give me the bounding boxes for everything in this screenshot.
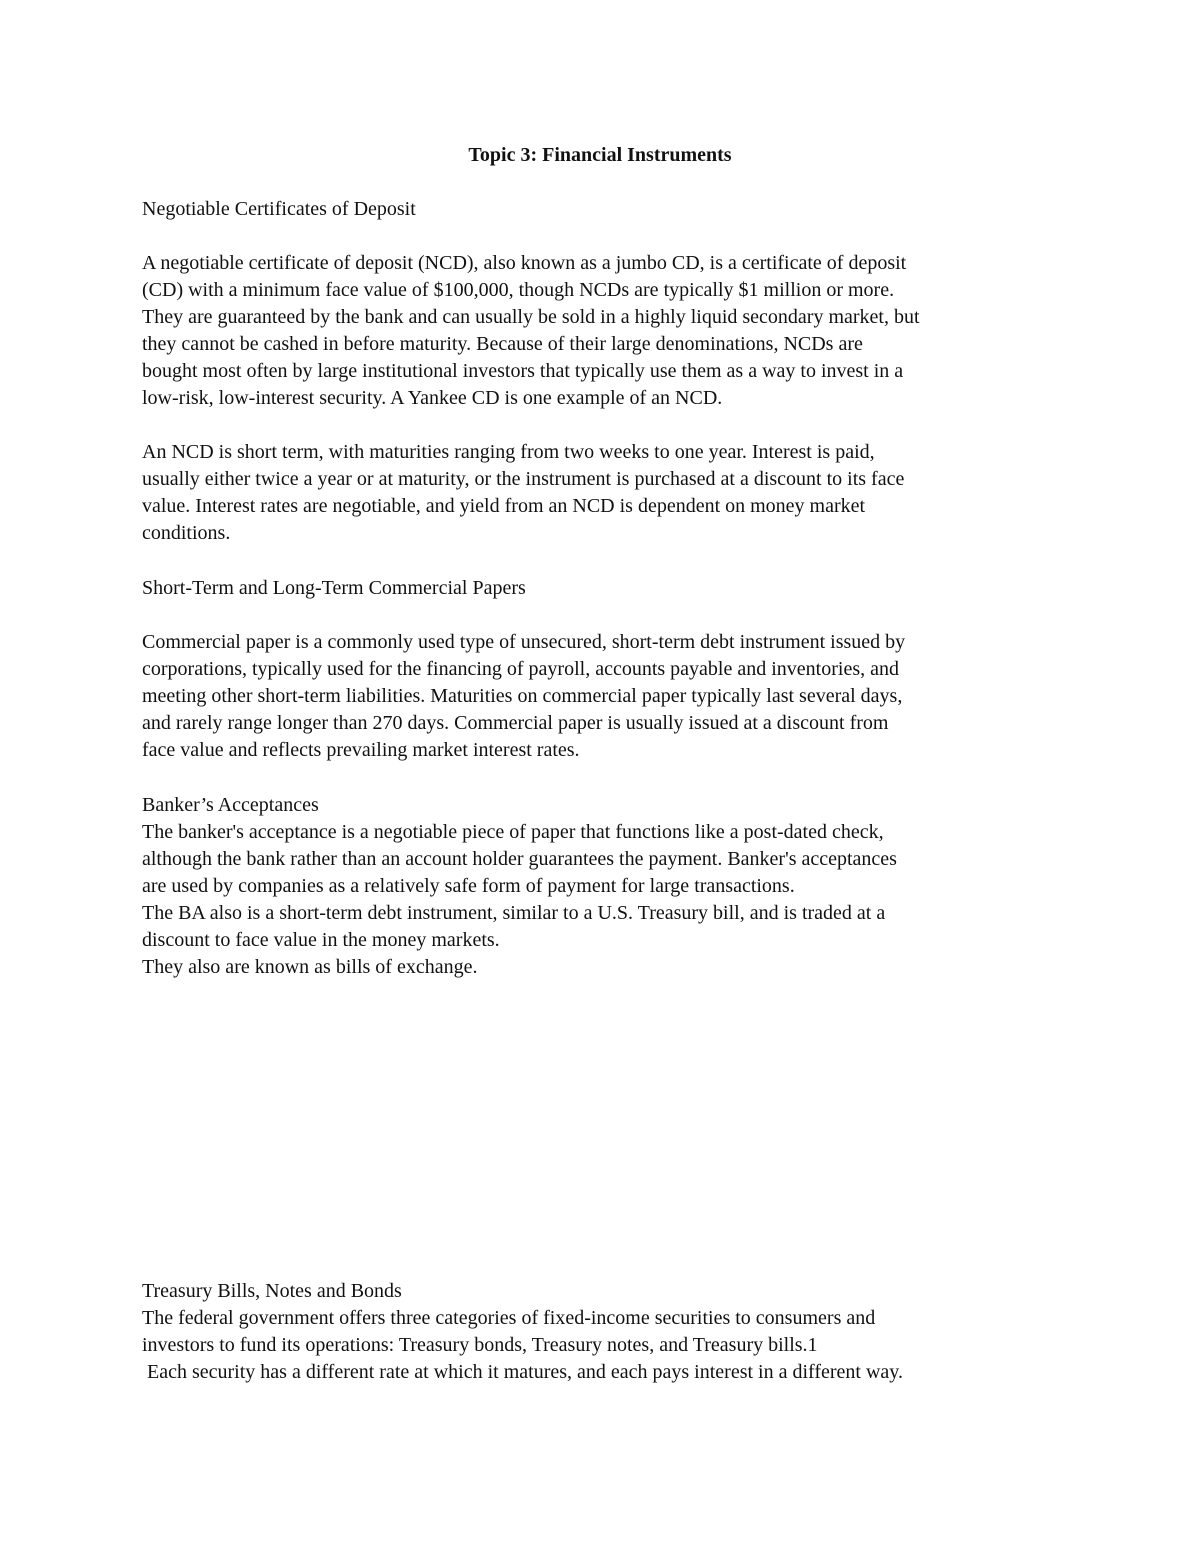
- text-line: investors to fund its operations: Treasury bonds, Treasury notes, and Treasury bills.1: [142, 1334, 818, 1356]
- text-line: They are guaranteed by the bank and can usually be sold in a highly liquid secondary market, but: [142, 306, 920, 328]
- section-heading-ncd: [142, 196, 1062, 223]
- section-heading-commercial-papers: [142, 575, 1062, 602]
- text-line: A negotiable certificate of deposit (NCD), also known as a jumbo CD, is a certificate of deposit: [142, 252, 907, 274]
- page-title: Topic 3: Financial Instruments: [468, 144, 732, 166]
- text-line: they cannot be cashed in before maturity. Because of their large denominations, NCDs are: [142, 333, 863, 355]
- section-heading: Negotiable Certificates of Deposit: [142, 198, 416, 220]
- text-line: and rarely range longer than 270 days. Commercial paper is usually issued at a discount from: [142, 712, 889, 734]
- section-heading: Banker’s Acceptances: [142, 794, 319, 816]
- text-line: (CD) with a minimum face value of $100,000, though NCDs are typically $1 million or more.: [142, 279, 895, 301]
- section-treasury: [142, 1278, 1062, 1386]
- text-line: An NCD is short term, with maturities ranging from two weeks to one year. Interest is paid,: [142, 441, 875, 463]
- text-line: bought most often by large institutional investors that typically use them as a way to invest in a: [142, 360, 904, 382]
- text-line: low-risk, low-interest security. A Yankee CD is one example of an NCD.: [142, 387, 723, 409]
- text-line: are used by companies as a relatively safe form of payment for large transactions.: [142, 875, 795, 897]
- text-line: value. Interest rates are negotiable, and yield from an NCD is dependent on money market: [142, 495, 866, 517]
- text-line: Commercial paper is a commonly used type of unsecured, short-term debt instrument issued by: [142, 631, 906, 653]
- text-line: corporations, typically used for the financing of payroll, accounts payable and inventories, and: [142, 658, 899, 680]
- text-line: The banker's acceptance is a negotiable piece of paper that functions like a post-dated check,: [142, 821, 884, 843]
- text-line: meeting other short-term liabilities. Maturities on commercial paper typically last several days,: [142, 685, 903, 707]
- text-line: Each security has a different rate at which it matures, and each pays interest in a different way.: [142, 1361, 903, 1383]
- text-line: The federal government offers three categories of fixed-income securities to consumers and: [142, 1307, 876, 1329]
- text-line: usually either twice a year or at maturity, or the instrument is purchased at a discount to its face: [142, 468, 905, 490]
- section-heading: Treasury Bills, Notes and Bonds: [142, 1280, 402, 1302]
- paragraph-ncd-terms: [142, 439, 1062, 547]
- text-line: conditions.: [142, 522, 231, 544]
- text-line: face value and reflects prevailing market interest rates.: [142, 739, 580, 761]
- text-line: They also are known as bills of exchange.: [142, 956, 478, 978]
- text-line: although the bank rather than an account holder guarantees the payment. Banker's acceptances: [142, 848, 897, 870]
- paragraph-ncd-definition: [142, 250, 1062, 412]
- section-heading: Short-Term and Long-Term Commercial Papers: [142, 577, 526, 599]
- section-bankers-acceptances: [142, 792, 1062, 981]
- paragraph-commercial-paper: [142, 629, 1062, 764]
- text-line: The BA also is a short-term debt instrument, similar to a U.S. Treasury bill, and is traded at a: [142, 902, 886, 924]
- text-line: discount to face value in the money markets.: [142, 929, 500, 951]
